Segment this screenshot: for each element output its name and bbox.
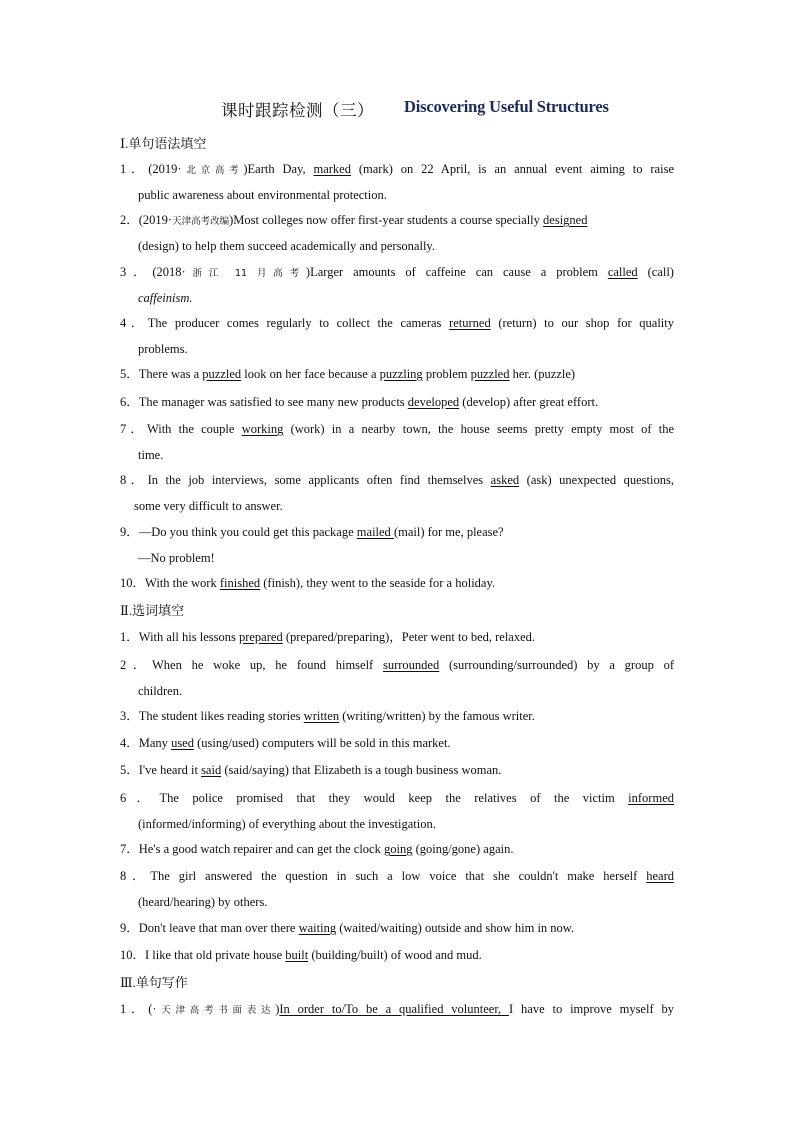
stem-text: )Most colleges now offer first-year students a course specially <box>229 213 544 227</box>
answer-blank: said <box>201 763 222 777</box>
stem-text: The police promised that they would keep the relatives of the victim <box>159 791 629 805</box>
title-chinese: 课时跟踪检测（三） <box>221 101 374 120</box>
stem-text: I like that old private house <box>145 948 286 962</box>
exercise-1-7 <box>120 421 674 438</box>
answer-blank: working <box>241 422 284 436</box>
answer-blank: designed <box>543 213 588 227</box>
source-label: 天津高考书面表达 <box>156 1005 276 1016</box>
exercise-1-4-cont: problems. <box>138 342 188 356</box>
item-number: 10． <box>120 948 146 962</box>
stem-text: (mark) on 22 April, is an annual event aiming to raise <box>350 162 674 176</box>
item-number: 2． <box>120 658 152 672</box>
stem-text: (ask) unexpected questions, <box>519 473 674 487</box>
exercise-2-4 <box>120 735 674 752</box>
item-number: 10． <box>120 576 146 590</box>
exercise-1-5 <box>120 366 674 383</box>
answer-blank: heard <box>646 869 674 883</box>
stem-text: The girl answered the question in such a low voice that she couldn't make herself <box>150 869 647 883</box>
answer-blank: puzzling <box>379 367 423 381</box>
stem-text: With the couple <box>146 422 242 436</box>
stem-text: look on her face because a <box>241 367 380 381</box>
stem-text: (mail) for me, please? <box>393 525 504 539</box>
stem-text: )Earth Day, <box>243 162 314 176</box>
answer-blank: going <box>383 842 413 856</box>
item-number: 6． <box>120 791 160 805</box>
answer-blank: mailed <box>356 525 394 539</box>
page-title <box>0 97 794 121</box>
stem-text: (call) <box>637 265 674 279</box>
exercise-2-8 <box>120 868 674 885</box>
stem-text: The student likes reading stories <box>138 709 304 723</box>
item-number: 5． <box>120 367 139 381</box>
answer-blank: asked <box>490 473 520 487</box>
source-label: 浙江 11 月高考 <box>185 268 306 279</box>
exercise-1-8-cont: some very difficult to answer. <box>134 499 283 513</box>
stem-text: (work) in a nearby town, the house seems pretty empty most of the <box>283 422 674 436</box>
section-heading-2: Ⅱ.选词填空 <box>120 603 185 618</box>
answer-blank: called <box>607 265 638 279</box>
exercise-1-9-reply: —No problem! <box>138 551 215 565</box>
stem-text: In the job interviews, some applicants often find themselves <box>147 473 491 487</box>
answer-blank: prepared <box>238 630 283 644</box>
stem-text: (return) to our shop for quality <box>490 316 674 330</box>
source-prefix: (· <box>148 1002 157 1016</box>
answer-blank: written <box>303 709 340 723</box>
source-label: 北京高考 <box>181 165 244 176</box>
stem-text: (going/gone) again. <box>412 842 514 856</box>
stem-text: (using/used) computers will be sold in this market. <box>193 736 451 750</box>
exercise-1-6 <box>120 394 674 411</box>
source-prefix: (2019· <box>148 162 182 176</box>
answer-blank: puzzled <box>202 367 242 381</box>
item-number: 4． <box>120 736 139 750</box>
stem-text: (waited/waiting) outside and show him in now. <box>336 921 575 935</box>
item-number: 1． <box>120 630 139 644</box>
answer-blank: surrounded <box>382 658 440 672</box>
exercise-2-2 <box>120 657 674 674</box>
answer-blank: In order to/To be a qualified volunteer, <box>279 1002 510 1016</box>
stem-text: The producer comes regularly to collect the cameras <box>147 316 450 330</box>
stem-text: He's a good watch repairer and can get the clock <box>138 842 384 856</box>
exercise-1-9 <box>120 524 674 541</box>
stem-text: With the work <box>145 576 220 590</box>
stem-text: (prepared/preparing)，Peter went to bed, relaxed. <box>282 630 536 644</box>
exercise-2-8-cont: (heard/hearing) by others. <box>138 895 268 909</box>
stem-text: (finish), they went to the seaside for a holiday. <box>260 576 496 590</box>
item-number: 3． <box>120 709 139 723</box>
exercise-1-2 <box>120 212 674 230</box>
section-heading-1: Ⅰ.单句语法填空 <box>120 136 207 151</box>
stem-text: (writing/written) by the famous writer. <box>339 709 535 723</box>
exercise-1-4 <box>120 315 674 332</box>
item-number: 9． <box>120 921 139 935</box>
exercise-3-1 <box>120 1001 674 1019</box>
item-number: 9． <box>120 525 139 539</box>
exercise-2-6-cont: (informed/informing) of everything about the investigation. <box>138 817 436 831</box>
source-prefix: (2018· <box>152 265 186 279</box>
exercise-1-7-cont: time. <box>138 448 164 462</box>
answer-blank: finished <box>219 576 261 590</box>
answer-blank: informed <box>628 791 674 805</box>
stem-text: Don't leave that man over there <box>138 921 299 935</box>
exercise-1-1 <box>120 161 674 179</box>
stem-text: I've heard it <box>138 763 202 777</box>
item-number: 7． <box>120 842 139 856</box>
stem-text: (said/saying) that Elizabeth is a tough business woman. <box>221 763 502 777</box>
stem-text: The manager was satisfied to see many new products <box>138 395 408 409</box>
stem-text: her. (puzzle) <box>509 367 576 381</box>
item-number: 4． <box>120 316 148 330</box>
answer-blank: used <box>171 736 194 750</box>
exercise-2-6 <box>120 790 674 807</box>
item-number: 2． <box>120 213 139 227</box>
item-number: 1． <box>120 162 149 176</box>
answer-blank: built <box>285 948 309 962</box>
stem-text: I have to improve myself by <box>509 1002 674 1016</box>
stem-text: With all his lessons <box>138 630 239 644</box>
stem-text: —Do you think you could get this package <box>138 525 357 539</box>
stem-text: There was a <box>138 367 203 381</box>
exercise-1-8 <box>120 472 674 489</box>
source-prefix: (2019· <box>138 213 173 227</box>
stem-text: ) <box>275 1002 280 1016</box>
exercise-2-2-cont: children. <box>138 684 183 698</box>
item-number: 3． <box>120 265 153 279</box>
stem-text: (develop) after great effort. <box>459 395 599 409</box>
item-number: 1． <box>120 1002 149 1016</box>
exercise-1-10 <box>120 575 674 592</box>
answer-blank: returned <box>449 316 491 330</box>
title-english: Discovering Useful Structures <box>404 97 609 116</box>
item-number: 8． <box>120 473 148 487</box>
stem-text: Many <box>138 736 172 750</box>
exercise-1-3-cont: caffeinism. <box>138 291 193 305</box>
item-number: 8． <box>120 869 151 883</box>
source-label: 天津高考改编 <box>172 216 230 227</box>
stem-text: )Larger amounts of caffeine can cause a problem <box>305 265 608 279</box>
section-heading-3: Ⅲ.单句写作 <box>120 975 188 990</box>
answer-blank: developed <box>407 395 460 409</box>
exercise-2-7 <box>120 841 674 858</box>
stem-text: When he woke up, he found himself <box>151 658 383 672</box>
exercise-2-1 <box>120 629 674 646</box>
exercise-2-3 <box>120 708 674 725</box>
stem-text: (building/built) of wood and mud. <box>308 948 482 962</box>
exercise-2-5 <box>120 762 674 779</box>
stem-text: (surrounding/surrounded) by a group of <box>439 658 674 672</box>
answer-blank: marked <box>313 162 351 176</box>
exercise-2-9 <box>120 920 674 937</box>
answer-blank: puzzled <box>470 367 510 381</box>
answer-blank: waiting <box>298 921 337 935</box>
exercise-1-1-cont: public awareness about environmental protection. <box>138 188 387 202</box>
stem-text: problem <box>422 367 471 381</box>
item-number: 5． <box>120 763 139 777</box>
item-number: 7． <box>120 422 147 436</box>
exercise-1-2-cont: (design) to help them succeed academically and personally. <box>138 239 435 253</box>
item-number: 6． <box>120 395 139 409</box>
exercise-2-10 <box>120 947 674 964</box>
exercise-1-3 <box>120 264 674 282</box>
